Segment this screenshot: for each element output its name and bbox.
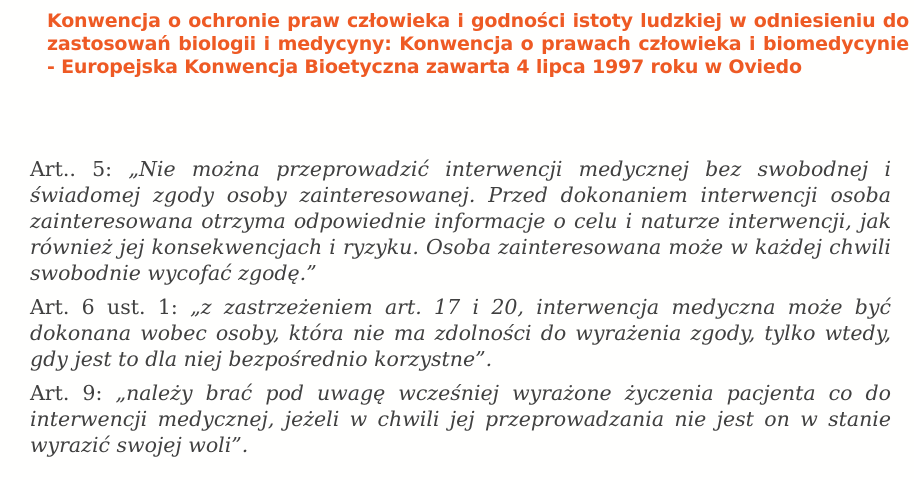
article-9-paragraph (30, 380, 891, 458)
article-5-reference: Art.. 5: (30, 157, 129, 181)
article-5-paragraph (30, 156, 891, 286)
article-9-reference: Art. 9: (30, 381, 116, 405)
document-title: Konwencja o ochronie praw człowieka i godności istoty ludzkiej w odniesieniu do zastosowań biologii i medycyny: Konwencja o prawach człowieka i biomedycynie - Europejska Konwencja Bioetyczna zawarta 4 lipca 1997 roku w Oviedo (47, 10, 909, 78)
article-9-quote: „należy brać pod uwagę wcześniej wyrażone życzenia pacjenta co do interwencji medycznej, jeżeli w chwili jej przeprowadzania nie jest on w stanie wyrazić swojej woli”. (30, 381, 891, 457)
article-6-quote: „z zastrzeżeniem art. 17 i 20, interwencja medyczna może być dokonana wobec osoby, która nie ma zdolności do wyrażenia zgody, tylko wtedy, gdy jest to dla niej bezpośrednio korzystne”. (30, 295, 891, 371)
article-list (30, 156, 891, 466)
article-5-quote: „Nie można przeprowadzić interwencji medycznej bez swobodnej i świadomej zgody osoby zainteresowanej. Przed dokonaniem interwencji osoba zainteresowana otrzyma odpowiednie informacje o celu i naturze interwencji, jak również jej konsekwencjach i ryzyku. Osoba zainteresowana może w każdej chwili swobodnie wycofać zgodę.” (30, 157, 892, 285)
article-6-paragraph (30, 294, 891, 372)
article-6-reference: Art. 6 ust. 1: (30, 295, 191, 319)
